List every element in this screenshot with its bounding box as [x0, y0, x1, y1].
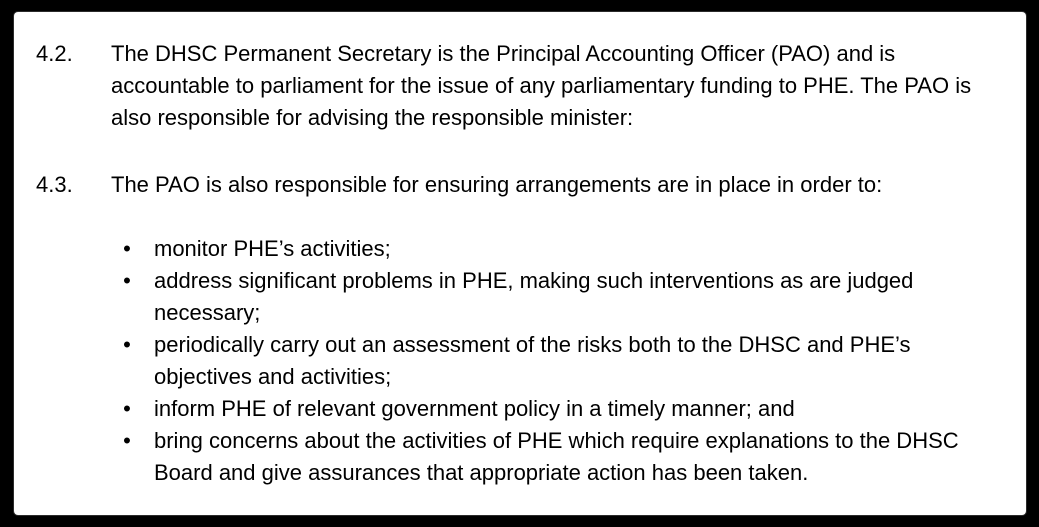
list-item: [14, 393, 1004, 425]
document-frame: [14, 12, 1026, 515]
paragraph-number: 4.3.: [36, 172, 73, 197]
paragraph-number: 4.2.: [36, 41, 73, 66]
bullet-text: address significant problems in PHE, making such interventions as are judged necessary;: [154, 268, 914, 325]
bullet-text: periodically carry out an assessment of the risks both to the DHSC and PHE’s objectives and activities;: [154, 332, 911, 389]
bullet-icon: •: [123, 268, 131, 293]
bullet-icon: •: [123, 332, 131, 357]
bullet-text: bring concerns about the activities of PHE which require explanations to the DHSC Board and give assurances that appropriate action has been taken.: [154, 428, 959, 485]
paragraph-text: The DHSC Permanent Secretary is the Principal Accounting Officer (PAO) and is accountable to parliament for the issue of any parliamentary funding to PHE. The PAO is also responsible for advising the responsible minister:: [111, 41, 972, 130]
bullet-icon: •: [123, 396, 131, 421]
bullet-text: monitor PHE’s activities;: [154, 236, 391, 261]
bullet-list: [14, 233, 1026, 489]
list-item: [14, 425, 1004, 489]
bullet-icon: •: [123, 236, 131, 261]
bullet-text: inform PHE of relevant government policy in a timely manner; and: [154, 396, 795, 421]
document-body: [14, 12, 1026, 515]
paragraph-text: The PAO is also responsible for ensuring arrangements are in place in order to:: [111, 172, 883, 197]
list-item: [14, 265, 1004, 329]
list-item: [14, 329, 1004, 393]
list-item: [14, 233, 1004, 265]
bullet-icon: •: [123, 428, 131, 453]
